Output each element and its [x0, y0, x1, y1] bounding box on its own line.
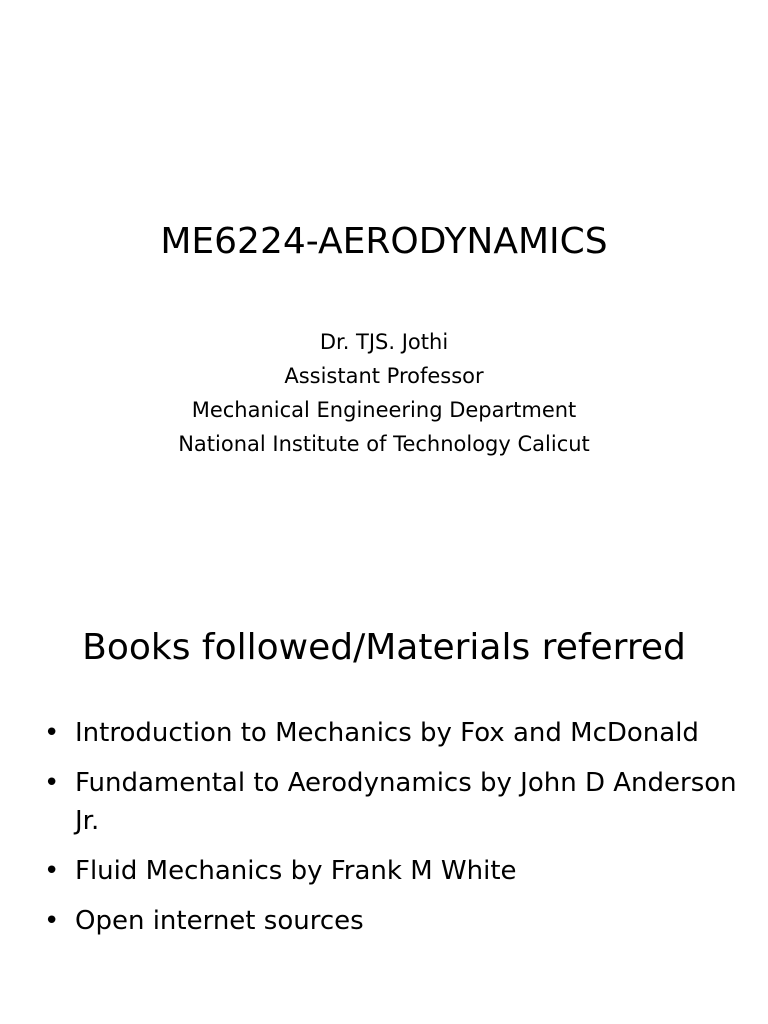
- list-item: [40, 764, 740, 840]
- bullet-icon: •: [44, 906, 60, 936]
- reference-text: Fundamental to Aerodynamics by John D Anderson Jr.: [75, 768, 737, 836]
- author-institution: National Institute of Technology Calicut: [178, 432, 590, 456]
- references-list: [40, 714, 740, 952]
- references-slide: [0, 576, 768, 1024]
- author-details: [0, 325, 768, 461]
- author-department: Mechanical Engineering Department: [191, 398, 577, 422]
- list-item: [40, 902, 740, 940]
- bullet-icon: •: [44, 768, 60, 798]
- bullet-icon: •: [44, 718, 60, 748]
- bullet-icon: •: [44, 856, 60, 886]
- list-item: [40, 714, 740, 752]
- reference-text: Open internet sources: [75, 906, 364, 936]
- author-position: Assistant Professor: [284, 364, 484, 388]
- list-item: [40, 852, 740, 890]
- reference-text: Fluid Mechanics by Frank M White: [75, 856, 517, 886]
- author-name: Dr. TJS. Jothi: [319, 330, 449, 354]
- course-title: ME6224-AERODYNAMICS: [160, 221, 608, 262]
- references-title: Books followed/Materials referred: [82, 627, 686, 668]
- reference-text: Introduction to Mechanics by Fox and McDonald: [75, 718, 699, 748]
